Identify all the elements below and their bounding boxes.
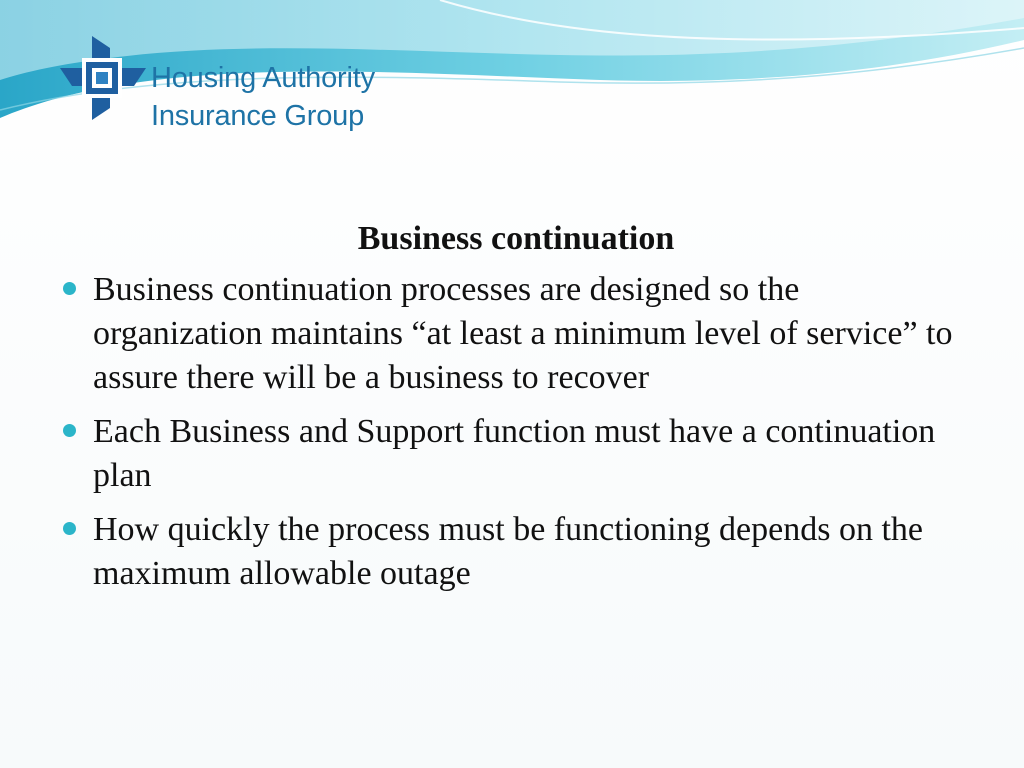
bullet-item [60, 508, 960, 596]
logo-cross-icon [58, 34, 148, 122]
bullet-text: Each Business and Support function must have a continuation plan [93, 413, 936, 494]
bullet-item [60, 410, 960, 498]
bullet-list [60, 268, 960, 596]
bullet-item [60, 268, 960, 400]
bullet-text: How quickly the process must be functioning depends on the maximum allowable outage [93, 511, 924, 592]
bullet-dot-icon [63, 282, 76, 295]
slide-title: Business continuation [357, 220, 675, 257]
company-logo [58, 34, 418, 134]
bullet-text: Business continuation processes are designed so the organization maintains “at least a minimum level of service” to assure there will be a business to recover [93, 271, 953, 396]
logo-line-2: Insurance Group [151, 100, 365, 132]
bullet-dot-icon [63, 522, 76, 535]
bullet-dot-icon [63, 424, 76, 437]
logo-text [151, 59, 375, 135]
slide-content [60, 220, 960, 606]
logo-line-1: Housing Authority [151, 62, 375, 94]
